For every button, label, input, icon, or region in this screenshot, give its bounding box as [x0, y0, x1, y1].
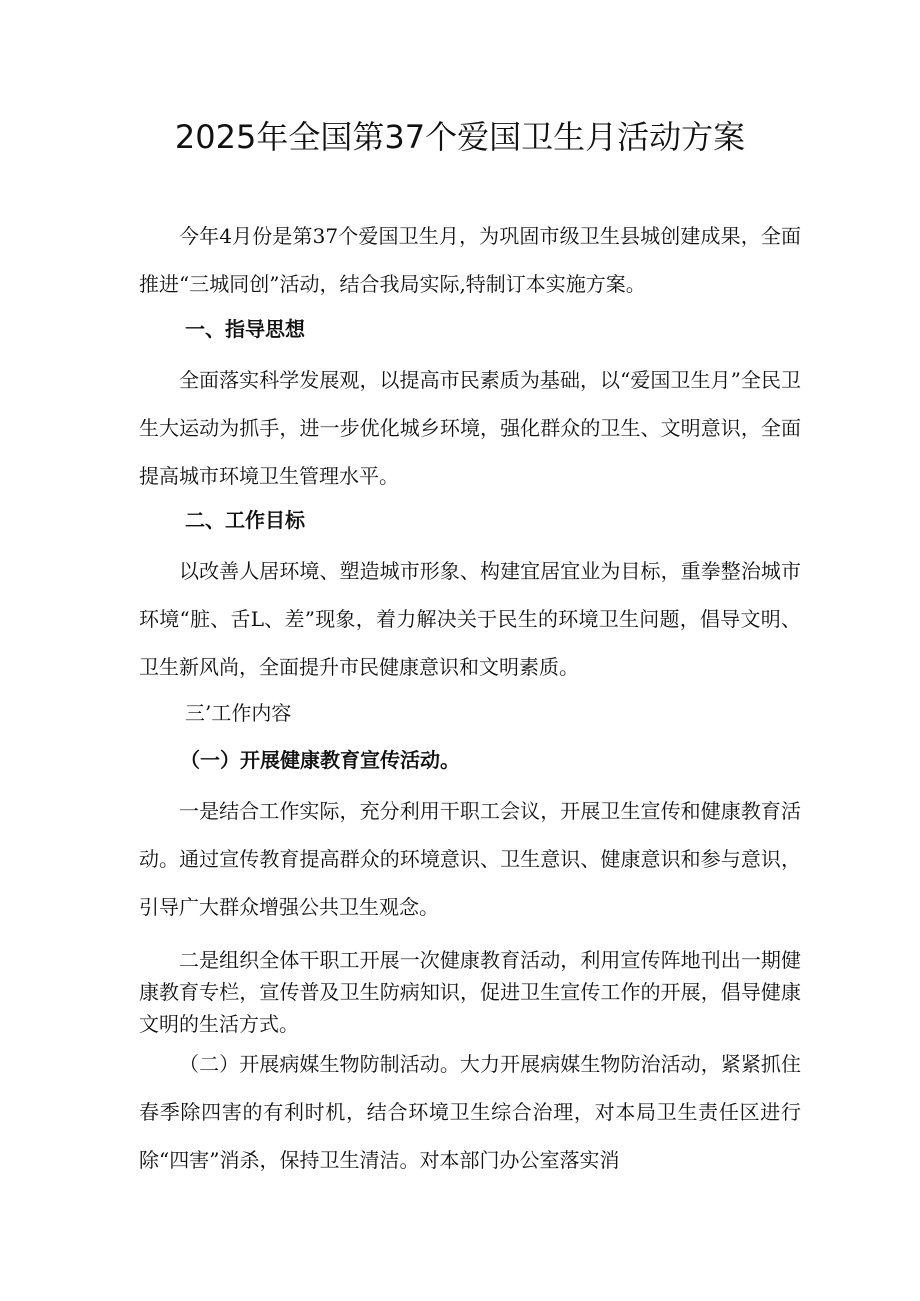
section1-body: 全面落实科学发展观，以提高市民素质为基础，以“爱国卫生月”全民卫生大运动为抓手，进一步优化城乡环境，强化群众的卫生、文明意识，全面提高城市环境卫生管理水平。 — [139, 368, 801, 488]
section2-heading: 二、工作目标 — [185, 508, 305, 532]
section2-body: 以改善人居环境、塑造城市形象、构建宜居宜业为目标，重拳整治城市环境“脏、舌L、差”现象，着力解决关于民生的环境卫生问题，倡导文明、卫生新风尚，全面提升市民健康意识和文明素质。 — [139, 559, 801, 679]
section3-sub1-para1: 一是结合工作实际，充分利用干职工会议，开展卫生宣传和健康教育活动。通过宣传教育提高群众的环境意识、卫生意识、健康意识和参与意识，引导广大群众增强公共卫生观念。 — [139, 799, 801, 919]
section3-sub1-heading: （一）开展健康教育宣传活动。 — [180, 748, 460, 772]
section3-sub2-para: （二）开展病媒生物防制活动。大力开展病媒生物防治活动，紧紧抓住春季除四害的有利时机，结合环境卫生综合治理，对本局卫生责任区进行除“四害”消杀，保持卫生清洁。对本部门办公室落实消 — [139, 1052, 801, 1172]
section3-heading: 三’工作内容 — [185, 701, 292, 725]
intro-paragraph: 今年4月份是第37个爱国卫生月，为巩固市级卫生县城创建成果，全面推进“三城同创”活动，结合我局实际,特制订本实施方案。 — [139, 224, 801, 296]
section3-sub1-para2: 二是组织全体干职工开展一次健康教育活动，利用宣传阵地刊出一期健康教育专栏，宣传普及卫生防病知识，促进卫生宣传工作的开展，倡导健康文明的生活方式。 — [139, 948, 801, 1036]
document-title: 2025年全国第37个爱国卫生月活动方案 — [174, 118, 746, 156]
section1-heading: 一、指导思想 — [185, 317, 305, 341]
